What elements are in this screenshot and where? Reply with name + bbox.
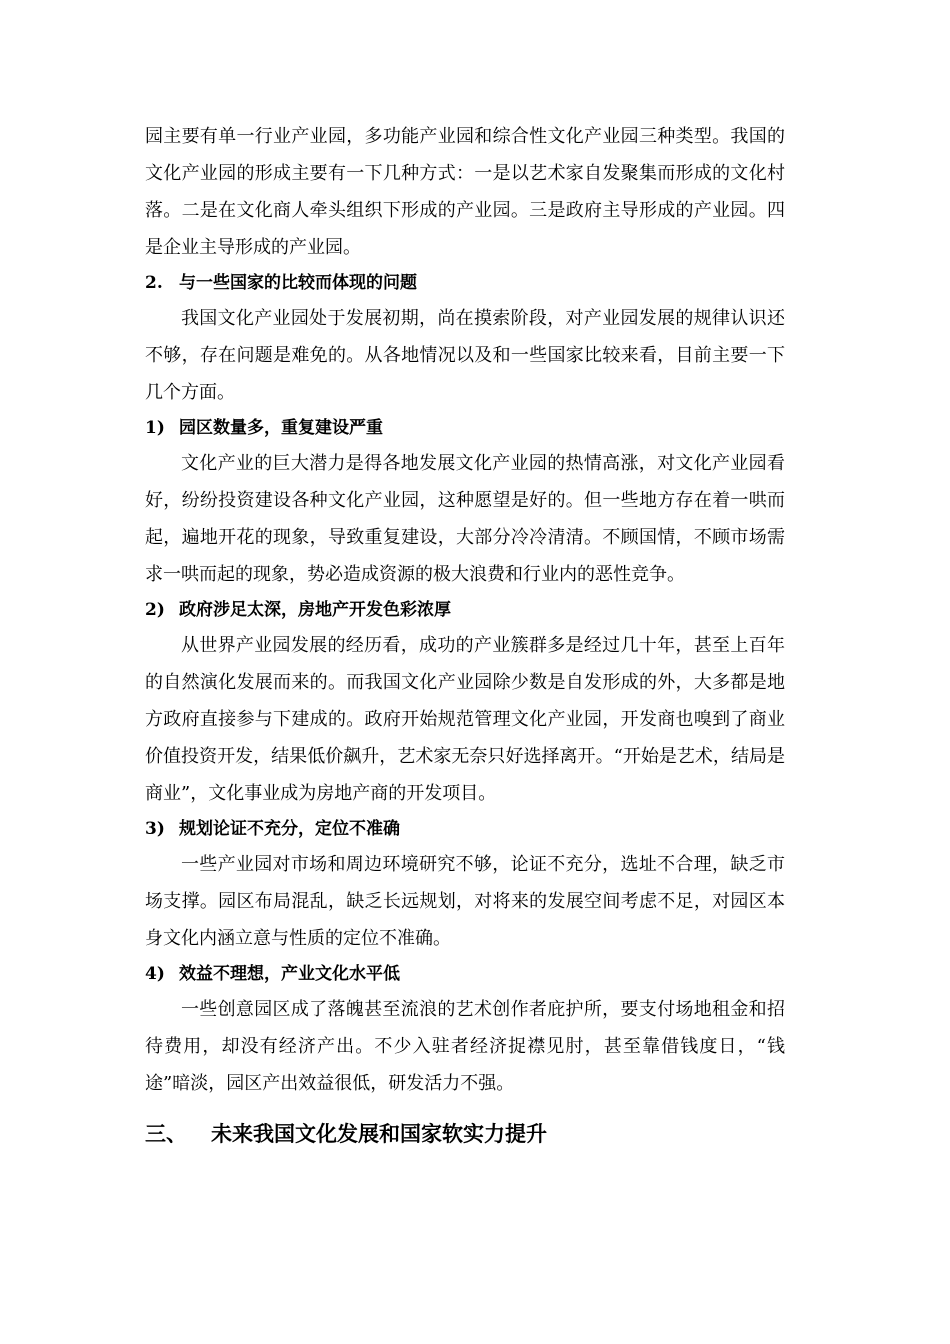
section-heading (145, 266, 785, 300)
paragraph: 从世界产业园发展的经历看，成功的产业簇群多是经过几十年，甚至上百年的自然演化发展而来的。而我国文化产业园除少数是自发形成的外，大多都是地方政府直接参与下建成的。政府开始规范管理文化产业园，开发商也嗅到了商业价值投资开发，结果低价飙升，艺术家无奈只好选择离开。“开始是艺术，结局是商业”，文化事业成为房地产商的开发项目。 (145, 635, 785, 804)
heading-number: 4) (145, 964, 165, 984)
chapter-heading (145, 1114, 785, 1154)
paragraph: 文化产业的巨大潜力是得各地发展文化产业园的热情高涨，对文化产业园看好，纷纷投资建设各种文化产业园，这种愿望是好的。但一些地方存在着一哄而起，遍地开花的现象，导致重复建设，大部分冷冷清清。不顾国情，不顾市场需求一哄而起的现象，势必造成资源的极大浪费和行业内的恶性竞争。 (145, 453, 785, 585)
chapter-title: 未来我国文化发展和国家软实力提升 (211, 1121, 547, 1146)
heading-number: 3) (145, 819, 165, 839)
heading-text: 与一些国家的比较而体现的问题 (179, 273, 417, 293)
paragraph: 一些创意园区成了落魄甚至流浪的艺术创作者庇护所，要支付场地租金和招待费用，却没有经济产出。不少入驻者经济捉襟见肘，甚至靠借钱度日，“钱途”暗淡，园区产出效益很低，研发活力不强。 (145, 999, 785, 1094)
heading-number: 2) (145, 600, 165, 620)
heading-number: 2. (145, 273, 163, 293)
section-heading (145, 593, 785, 627)
paragraph: 一些产业园对市场和周边环境研究不够，论证不充分，选址不合理，缺乏市场支撑。园区布局混乱，缺乏长远规划，对将来的发展空间考虑不足，对园区本身文化内涵立意与性质的定位不准确。 (145, 854, 785, 949)
section-heading (145, 957, 785, 991)
chapter-number: 三、 (145, 1121, 187, 1146)
heading-text: 效益不理想，产业文化水平低 (179, 964, 400, 984)
heading-text: 政府涉足太深，房地产开发色彩浓厚 (179, 600, 451, 620)
heading-number: 1) (145, 418, 165, 438)
heading-text: 园区数量多，重复建设严重 (179, 418, 383, 438)
paragraph: 我国文化产业园处于发展初期，尚在摸索阶段，对产业园发展的规律认识还不够，存在问题是难免的。从各地情况以及和一些国家比较来看，目前主要一下几个方面。 (145, 308, 785, 403)
heading-text: 规划论证不充分，定位不准确 (179, 819, 400, 839)
section-heading (145, 411, 785, 445)
document-body (145, 118, 785, 1154)
paragraph: 园主要有单一行业产业园，多功能产业园和综合性文化产业园三种类型。我国的文化产业园的形成主要有一下几种方式：一是以艺术家自发聚集而形成的文化村落。二是在文化商人牵头组织下形成的产业园。三是政府主导形成的产业园。四是企业主导形成的产业园。 (145, 126, 785, 258)
section-heading (145, 812, 785, 846)
